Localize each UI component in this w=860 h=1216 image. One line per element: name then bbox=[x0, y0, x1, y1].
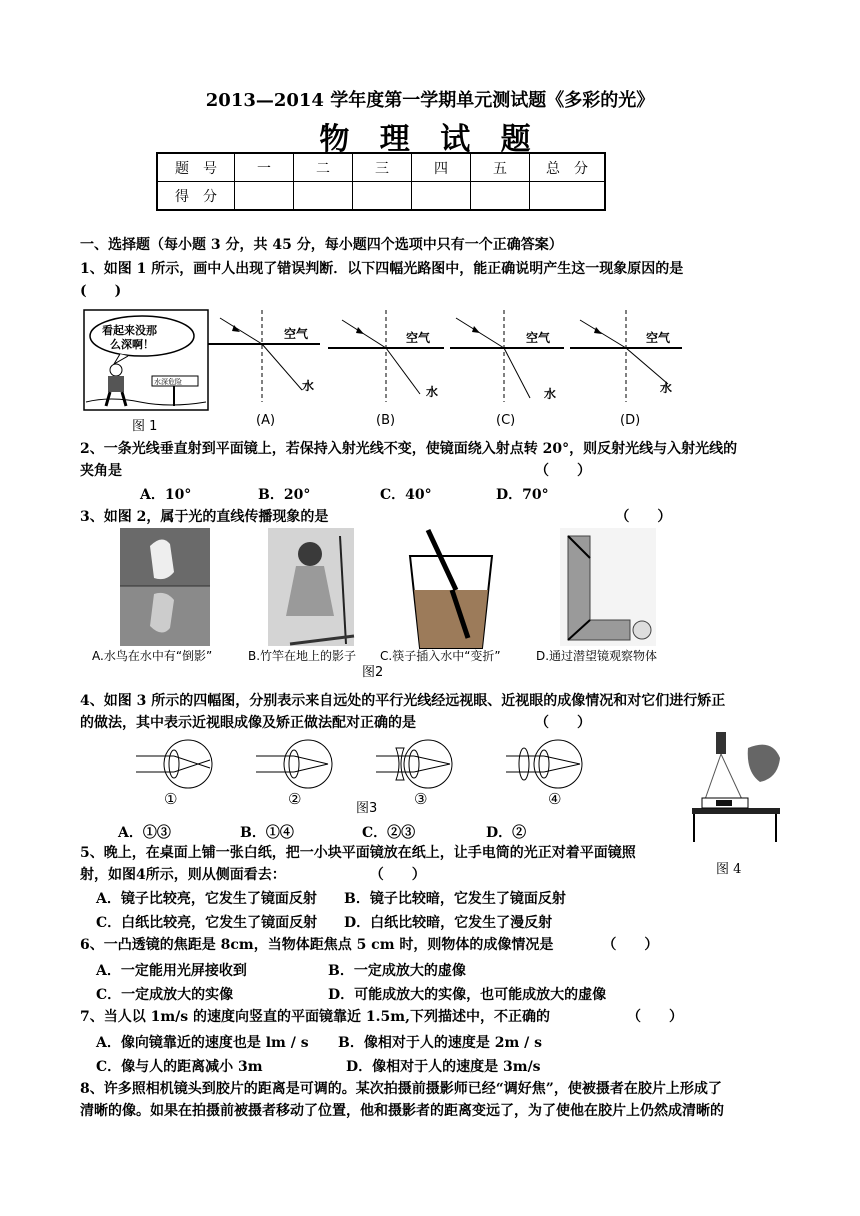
q1-figures bbox=[80, 306, 780, 436]
num-2: ② bbox=[288, 790, 302, 808]
score-cell: 三 bbox=[353, 153, 412, 182]
air-label: 空气 bbox=[646, 331, 671, 345]
q3-figures bbox=[90, 526, 680, 678]
q6-text: 6、一凸透镜的焦距是 8cm，当物体距焦点 5 cm 时，则物体的成像情况是 （ ） bbox=[80, 937, 659, 953]
num-3: ③ bbox=[414, 790, 428, 808]
q6-option-d[interactable]: D．可能成放大的实像，也可能成放大的虚像 bbox=[328, 987, 607, 1003]
score-cell[interactable] bbox=[412, 182, 471, 211]
label-b: (B) bbox=[376, 413, 396, 428]
fig3-caption: 图3 bbox=[356, 801, 378, 816]
q5-option-b[interactable]: B．镜子比较暗，它发生了镜面反射 bbox=[344, 891, 566, 907]
eye-diagram-3 bbox=[376, 740, 452, 808]
q7-option-b[interactable]: B．像相对于人的速度是 2m / s bbox=[338, 1035, 543, 1051]
photo-chopstick-glass bbox=[410, 530, 492, 648]
q3-text: 3、如图 2，属于光的直线传播现象的是 （ ） bbox=[80, 509, 672, 525]
air-label: 空气 bbox=[284, 327, 309, 341]
score-table-score-row bbox=[157, 182, 605, 211]
q6-option-a[interactable]: A．一定能用光屏接收到 bbox=[96, 963, 247, 979]
label-c: (C) bbox=[496, 413, 516, 428]
q1-text: 1、如图 1 所示，画中人出现了错误判断．以下四幅光路图中，能正确说明产生这一现象原因的是 bbox=[80, 261, 684, 277]
score-table-header-row bbox=[157, 153, 605, 182]
label-d: (D) bbox=[620, 413, 641, 428]
q2-option-d[interactable]: D．70° bbox=[496, 487, 549, 503]
photo-periscope bbox=[560, 528, 656, 646]
q4-option-b[interactable]: B．①④ bbox=[240, 825, 294, 841]
water-label: 水 bbox=[302, 379, 315, 393]
q2-text-2: 夹角是 （ ） bbox=[80, 463, 591, 479]
section-heading: 一、选择题（每小题 3 分，共 45 分，每小题四个选项中只有一个正确答案） bbox=[80, 237, 563, 253]
fig1-caption: 图 1 bbox=[132, 419, 158, 434]
q2-option-b[interactable]: B．20° bbox=[258, 487, 311, 503]
bubble-text-2: 么深啊！ bbox=[110, 338, 154, 351]
sign-text: 水深危险 bbox=[154, 378, 182, 386]
score-cell: 题 号 bbox=[157, 153, 235, 182]
eye-diagram-1 bbox=[136, 740, 212, 808]
q1-text-2: ( ) bbox=[80, 283, 122, 299]
score-cell: 得 分 bbox=[157, 182, 235, 211]
bubble-text-1: 看起来没那 bbox=[102, 324, 157, 337]
q7-text: 7、当人以 1m/s 的速度向竖直的平面镜靠近 1.5m,下列描述中，不正确的 （ ） bbox=[80, 1009, 683, 1025]
q8-text: 8、许多照相机镜头到胶片的距离是可调的。某次拍摄前摄影师已经“调好焦”，使被摄者在胶片上形成了 bbox=[80, 1081, 722, 1097]
score-cell: 五 bbox=[471, 153, 530, 182]
q4-option-d[interactable]: D．② bbox=[486, 825, 527, 841]
exam-title: 2013—2014 学年度第一学期单元测试题《多彩的光》 bbox=[205, 90, 655, 111]
q7-option-a[interactable]: A．像向镜靠近的速度也是 lm / s bbox=[96, 1035, 309, 1051]
score-cell: 总 分 bbox=[530, 153, 606, 182]
score-cell[interactable] bbox=[294, 182, 353, 211]
score-cell: 二 bbox=[294, 153, 353, 182]
q3-caption-d: D.通过潜望镜观察物体 bbox=[536, 649, 658, 663]
q4-text-2: 的做法，其中表示近视眼成像及矫正做法配对正确的是 （ ） bbox=[80, 715, 591, 731]
q7-option-c[interactable]: C．像与人的距离减小 3m bbox=[96, 1059, 263, 1075]
q5-text: 5、晚上，在桌面上铺一张白纸，把一小块平面镜放在纸上，让手电筒的光正对着平面镜照 bbox=[80, 845, 636, 861]
water-label: 水 bbox=[660, 381, 673, 395]
photo-bird-reflection bbox=[120, 528, 210, 646]
q5-option-a[interactable]: A．镜子比较亮，它发生了镜面反射 bbox=[96, 891, 317, 907]
fig4-caption: 图 4 bbox=[716, 862, 742, 877]
label-a: (A) bbox=[256, 413, 276, 428]
q5-option-c[interactable]: C．白纸比较亮，它发生了镜面反射 bbox=[96, 915, 318, 931]
fig1-cartoon bbox=[84, 310, 208, 410]
q6-option-b[interactable]: B．一定成放大的虚像 bbox=[328, 963, 466, 979]
q3-caption-b: B.竹竿在地上的影子 bbox=[248, 649, 357, 663]
num-1: ① bbox=[164, 790, 178, 808]
score-cell[interactable] bbox=[235, 182, 294, 211]
q2-text: 2、一条光线垂直射到平面镜上，若保持入射光线不变，使镜面绕入射点转 20°，则反射光线与入射光线的 bbox=[80, 441, 738, 457]
q4-option-a[interactable]: A．①③ bbox=[118, 825, 171, 841]
q2-option-a[interactable]: A．10° bbox=[140, 487, 192, 503]
score-table bbox=[156, 152, 606, 211]
score-cell[interactable] bbox=[353, 182, 412, 211]
photo-pole-shadow bbox=[268, 528, 354, 646]
diagram-d bbox=[570, 310, 682, 428]
q4-option-c[interactable]: C．②③ bbox=[362, 825, 416, 841]
score-cell[interactable] bbox=[530, 182, 606, 211]
q4-text: 4、如图 3 所示的四幅图，分别表示来自远处的平行光线经远视眼、近视眼的成像情况和对它们进行矫正 bbox=[80, 693, 726, 709]
water-label: 水 bbox=[426, 385, 439, 399]
eye-diagram-2 bbox=[256, 740, 332, 808]
fig2-caption: 图2 bbox=[362, 665, 384, 678]
q5-option-d[interactable]: D．白纸比较暗，它发生了漫反射 bbox=[344, 915, 553, 931]
diagram-a bbox=[208, 310, 320, 428]
air-label: 空气 bbox=[526, 331, 551, 345]
score-cell: 四 bbox=[412, 153, 471, 182]
diagram-b bbox=[328, 310, 444, 428]
air-label: 空气 bbox=[406, 331, 431, 345]
eye-diagram-4 bbox=[506, 740, 582, 808]
fig4-flashlight-illustration bbox=[688, 728, 784, 844]
q3-caption-c: C.筷子插入水中“变折” bbox=[380, 649, 501, 663]
q6-option-c[interactable]: C．一定成放大的实像 bbox=[96, 987, 234, 1003]
score-cell: 一 bbox=[235, 153, 294, 182]
diagram-c bbox=[450, 310, 564, 428]
score-cell[interactable] bbox=[471, 182, 530, 211]
q3-caption-a: A.水鸟在水中有“倒影” bbox=[92, 649, 213, 663]
exam-subtitle: 物 理 试 题 bbox=[319, 122, 541, 157]
water-label: 水 bbox=[544, 387, 557, 401]
q4-eye-figures bbox=[130, 734, 620, 816]
num-4: ④ bbox=[548, 790, 562, 808]
q5-text-2: 射，如图4所示，则从侧面看去： （ ） bbox=[80, 867, 426, 883]
q2-option-c[interactable]: C．40° bbox=[380, 487, 432, 503]
q8-text-2: 清晰的像。如果在拍摄前被摄者移动了位置，他和摄影者的距离变远了，为了使他在胶片上仍然成清晰的 bbox=[80, 1103, 724, 1119]
q7-option-d[interactable]: D．像相对于人的速度是 3m/s bbox=[346, 1059, 541, 1075]
